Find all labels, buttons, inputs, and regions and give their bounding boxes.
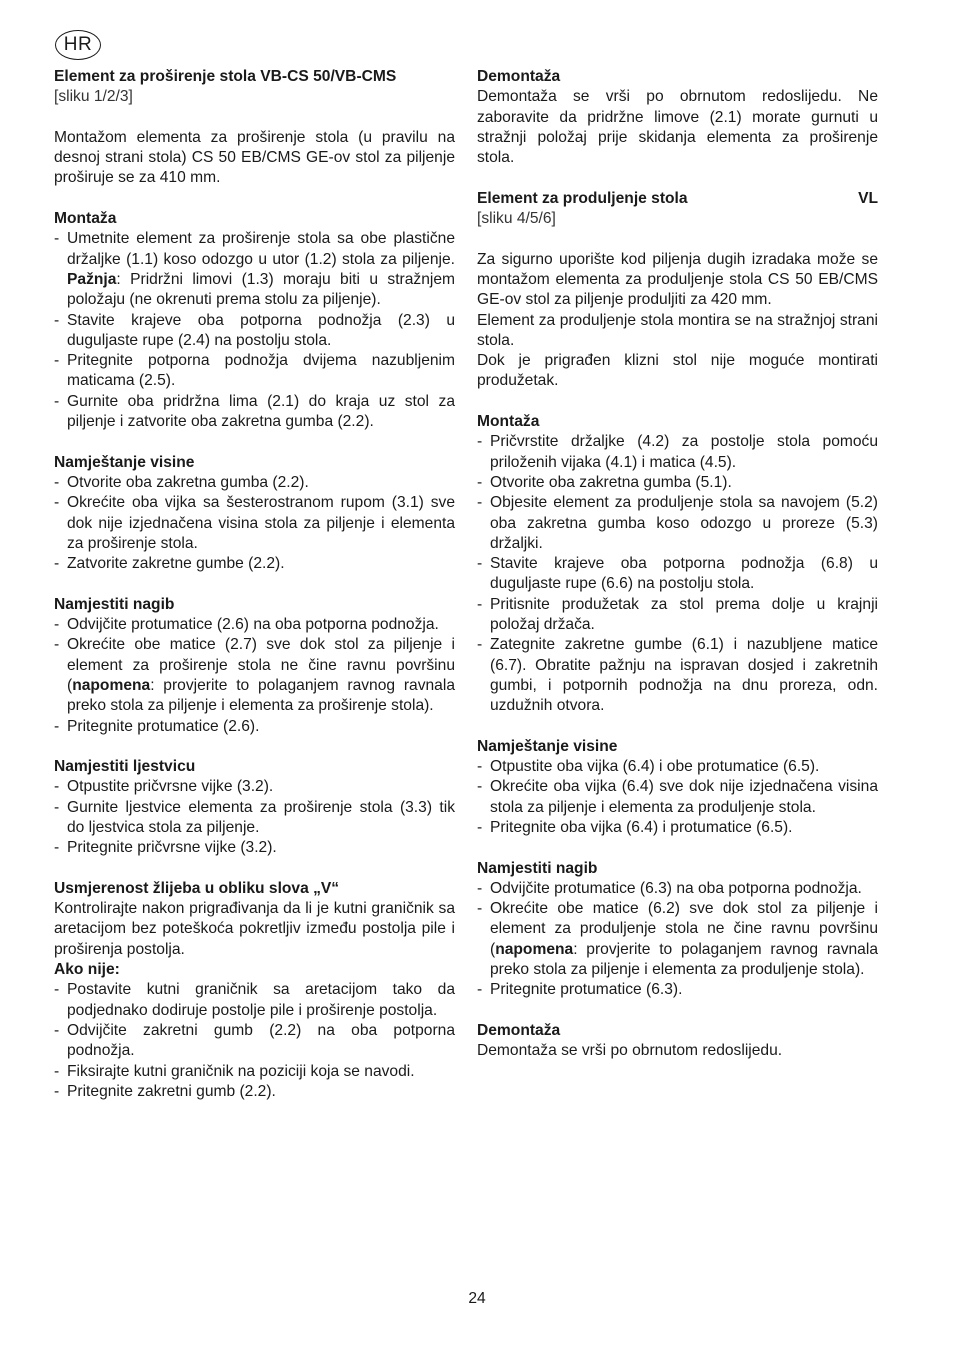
list-item: - Fiksirajte kutni graničnik na poziciji koja se navodi. <box>54 1062 455 1082</box>
list-item: - Objesite element za produljenje stola sa navojem (5.2) oba zakretna gumba koso odozgo u proreze (5.3) držaljki. <box>477 493 878 554</box>
list-item: - Pritegnite potporna podnožja dvijema nazubljenim maticama (2.5). <box>54 351 455 392</box>
section-lengthening-element <box>477 189 878 230</box>
list-item: - Pričvrstite držaljke (4.2) za postolje stola pomoću priloženih vijaka (4.1) i matica (4.5). <box>477 432 878 473</box>
list-item: - Otpustite pričvrsne vijke (3.2). <box>54 777 455 797</box>
section-title: Namjestiti nagib <box>477 859 598 877</box>
section-title: Demontaža <box>477 1021 561 1039</box>
list-item: - Gurnite ljestvice elementa za proširenje stola (3.3) tik do ljestvica stola za piljenje. <box>54 798 455 839</box>
section-height <box>54 453 455 575</box>
list-item <box>54 635 455 716</box>
emphasis: napomena <box>495 940 574 958</box>
list-item: - Otpustite oba vijka (6.4) i obe protumatice (6.5). <box>477 757 878 777</box>
figure-ref: [sliku 1/2/3] <box>54 88 133 106</box>
list-item: - Odvijčite zakretni gumb (2.2) na oba potporna podnožja. <box>54 1021 455 1062</box>
step-list <box>477 757 878 838</box>
list-item: - Zatvorite zakretne gumbe (2.2). <box>54 554 455 574</box>
list-item: - Pritegnite zakretni gumb (2.2). <box>54 1082 455 1102</box>
text-run: : provjerite to polaganjem ravnog ravnala preko stola za piljenje i elementa za proširenje stola). <box>67 676 455 715</box>
paragraph: Za sigurno uporište kod piljenja dugih izradaka može se montažom elementa za produljenje stola CS 50 EB/CMS GE-ov stol za piljenje produljiti za 420 mm. <box>477 250 878 309</box>
section-title <box>477 189 878 209</box>
section-tilt <box>477 859 878 1001</box>
page-number: 24 <box>468 1290 486 1307</box>
emphasis: Pažnja <box>67 270 117 288</box>
section-title: Montaža <box>477 413 540 431</box>
paragraph: Element za produljenje stola montira se na stražnjoj strani stola. <box>477 311 878 349</box>
left-column <box>54 67 455 1122</box>
list-item: - Zategnite zakretne gumbe (6.1) i nazubljene matice (6.7). Obratite pažnju na ispravan dosjed i zakretnih gumbi, i potpornih podnožja na dnu proreza, odn. uzdužnih otvora. <box>477 635 878 716</box>
intro-paragraph-block <box>477 250 878 392</box>
title-text: Element za produljenje stola <box>477 189 688 207</box>
paragraph: Demontaža se vrši po obrnutom redoslijedu. Ne zaboravite da pridržne limove (2.1) morate gurnuti u stražnji položaj prije skidanja elementa za proširenje stola. <box>477 88 878 167</box>
list-item: - Pritegnite oba vijka (6.4) i protumatice (6.5). <box>477 818 878 838</box>
section-title: Namještanje visine <box>477 737 618 755</box>
section-height <box>477 737 878 838</box>
text-run: : provjerite to polaganjem ravnog ravnala preko stola za piljenje i elementa za produljenje stola). <box>490 940 878 979</box>
step-list <box>54 229 455 432</box>
list-item: - Odvijčite protumatice (6.3) na oba potporna podnožja. <box>477 879 878 899</box>
paragraph: Kontrolirajte nakon prigrađivanja da li je kutni graničnik sa aretacijom bez poteškoća pokretljiv između postolja pile i proširenja postolja. <box>54 900 455 958</box>
list-item: - Pritegnite protumatice (6.3). <box>477 980 878 1000</box>
list-item: - Otvorite oba zakretna gumba (2.2). <box>54 473 455 493</box>
text-run: Okrećite obe matice (6.2) sve dok stol za piljenje i element za produljenje stola ne čine ravnu površinu ( <box>490 900 878 958</box>
title-code: VL <box>858 189 878 207</box>
step-list <box>477 432 878 716</box>
list-item: - Okrećite oba vijka (6.4) sve dok nije izjednačena visina stola za piljenje i elementa za produljenje stola. <box>477 777 878 818</box>
section-title: Namjestiti ljestvicu <box>54 758 196 776</box>
list-item: - Pritegnite pričvrsne vijke (3.2). <box>54 838 455 858</box>
list-item <box>54 229 455 310</box>
section-scale <box>54 757 455 858</box>
list-item: - Postavite kutni graničnik sa aretacijom tako da podjednako dodiruje postolje pile i proširenje postolja. <box>54 980 455 1021</box>
list-item: - Pritegnite protumatice (2.6). <box>54 717 455 737</box>
section-montaza <box>54 209 455 432</box>
language-badge: HR <box>55 30 101 60</box>
paragraph: Demontaža se vrši po obrnutom redoslijedu. <box>477 1042 783 1060</box>
section-title: Demontaža <box>477 68 561 85</box>
section-demontaza <box>477 67 878 168</box>
list-item: - Okrećite oba vijka sa šesterostranom rupom (3.1) sve dok nije izjednačena visina stola za piljenje i elementa za proširenje stola. <box>54 493 455 554</box>
step-list <box>54 980 455 1102</box>
list-item: - Stavite krajeve oba potporna podnožja (6.8) u duguljaste rupe (6.6) na postolju stola. <box>477 554 878 595</box>
section-montaza <box>477 412 878 716</box>
step-list <box>54 615 455 737</box>
section-v-groove <box>54 879 455 1102</box>
section-title: Usmjerenost žlijeba u obliku slova „V“ <box>54 879 340 897</box>
list-item: - Pritisnite produžetak za stol prema dolje u krajnji položaj držača. <box>477 595 878 636</box>
section-title: Namještanje visine <box>54 453 195 471</box>
section-tilt <box>54 595 455 737</box>
list-item <box>477 899 878 980</box>
text-run: Okrećite obe matice (2.7) sve dok stol za piljenje i element za proširenje stola ne čine ravnu površinu ( <box>67 636 455 694</box>
section-extension-element <box>54 67 455 108</box>
intro-paragraph: Montažom elementa za proširenje stola (u pravilu na desnoj strani stola) CS 50 EB/CMS GE-ov stol za piljenje proširuje se za 410 mm. <box>54 128 455 187</box>
list-item: - Otvorite oba zakretna gumba (5.1). <box>477 473 878 493</box>
figure-ref: [sliku 4/5/6] <box>477 210 556 228</box>
right-column <box>477 67 878 1082</box>
paragraph: Dok je prigrađen klizni stol nije moguće montirati produžetak. <box>477 352 878 390</box>
step-list <box>477 879 878 1001</box>
section-demontaza <box>477 1021 878 1062</box>
subsection-title: Ako nije: <box>54 961 120 979</box>
intro-paragraph-block <box>54 128 455 189</box>
text-run: Umetnite element za proširenje stola sa obe plastične držaljke (1.1) koso odozgo u utor (1.2) stola za piljenje. <box>67 230 455 268</box>
step-list <box>54 777 455 858</box>
emphasis: napomena <box>72 676 151 694</box>
section-title: Element za proširenje stola VB-CS 50/VB-CMS <box>54 68 397 85</box>
list-item: - Odvijčite protumatice (2.6) na oba potporna podnožja. <box>54 615 455 635</box>
step-list <box>54 473 455 574</box>
section-title: Montaža <box>54 210 117 228</box>
text-run: : Pridržni limovi (1.3) moraju biti u stražnjem položaju (ne okrenuti prema stolu za piljenje). <box>67 270 455 309</box>
list-item: - Stavite krajeve oba potporna podnožja (2.3) u duguljaste rupe (2.4) na postolju stola. <box>54 311 455 352</box>
list-item: - Gurnite oba pridržna lima (2.1) do kraja uz stol za piljenje i zatvorite oba zakretna gumba (2.2). <box>54 392 455 433</box>
section-title: Namjestiti nagib <box>54 595 175 613</box>
